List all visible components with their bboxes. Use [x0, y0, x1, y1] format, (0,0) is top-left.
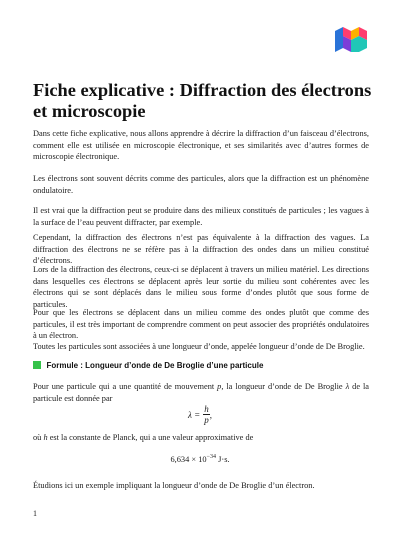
equation-denominator: p	[204, 415, 209, 425]
paragraph-electrons-particles: Les électrons sont souvent décrits comme des particules, alors que la diffraction est un phénomène ondulatoire.	[33, 174, 369, 195]
formula-heading	[33, 359, 263, 371]
paragraph-diffraction-through-medium: Lors de la diffraction des électrons, ceux-ci se déplacent à travers un milieu matériel. Les directions dans lesquelles ces électrons se déplacent après leur sortie du milieu sont cohérentes avec les électrons qui se sont déplacés dans le milieu sous forme d’ondes plutôt que sous forme de particules.	[33, 265, 369, 309]
paragraph-water-waves: Il est vrai que la diffraction peut se produire dans des milieux constitués de particules ; les vagues à la surface de l’eau peuvent diffracter, par exemple.	[33, 206, 369, 227]
formula-title: Formule : Longueur d’onde de De Broglie d’une particule	[46, 360, 264, 370]
paragraph-wave-properties: Pour que les électrons se déplacent dans un milieu comme des ondes plutôt que comme des particules, il est très important de comprendre comment on peut associer des propriétés ondulatoires à un électron.	[33, 308, 369, 341]
green-square-icon	[33, 361, 41, 369]
paragraph-not-equivalent: Cependant, la diffraction des électrons n’est pas équivalente à la diffraction des vagues. La diffraction des électrons ne se réfère pas à la diffraction des ondes dans un milieu constitué d’électrons.	[33, 233, 369, 266]
page-title: Fiche explicative : Diffraction des électrons et microscopie	[33, 80, 372, 121]
equation-lhs: λ =	[188, 409, 201, 420]
page-number: 1	[33, 509, 37, 518]
equation-comma: ,	[209, 409, 212, 420]
nagwa-logo	[335, 26, 367, 53]
equation-numerator: h	[204, 404, 209, 414]
intro-paragraph: Dans cette fiche explicative, nous allons apprendre à décrire la diffraction d’un faisceau d’électrons, comment elle est utilisée en microscopie électronique, et ses similarités avec d’autres formes de microscopie électronique.	[33, 129, 369, 162]
de-broglie-equation	[0, 404, 400, 425]
logo-facet-blue	[335, 27, 343, 52]
closing-paragraph: Étudions ici un exemple impliquant la longueur d’onde de De Broglie d’un électron.	[33, 481, 315, 490]
formula-intro: Pour une particule qui a une quantité de mouvement p, la longueur d’onde de De Broglie λ de la particule est donnée par	[33, 382, 369, 403]
planck-constant-text: où h est la constante de Planck, qui a une valeur approximative de	[33, 433, 254, 442]
paragraph-de-broglie-intro: Toutes les particules sont associées à une longueur d’onde, appelée longueur d’onde de De Broglie.	[33, 342, 365, 351]
planck-value: $6,634 \times 10^{-34}$ J⋅s.	[170, 454, 230, 464]
